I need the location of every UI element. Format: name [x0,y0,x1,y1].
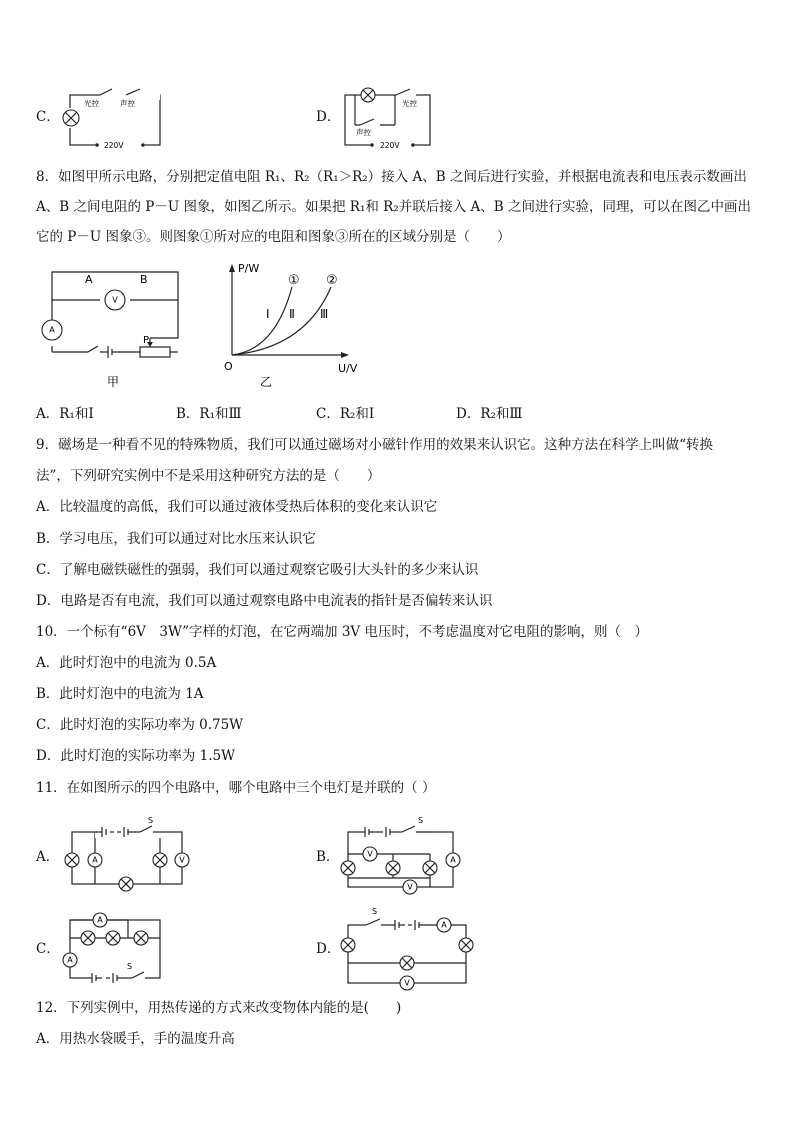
q11a-ammeter-label: A [92,855,98,865]
q7c-sound-label: 声控 [120,99,135,108]
q8-y-axis-label: P/W [238,262,260,275]
q9-line-1: 9．磁场是一种看不见的特殊物质，我们可以通过磁场对小磁针作用的效果来认识它。这种方法在科学上叫做“转换 [36,437,713,453]
q11c-ammeter-left-label: A [67,955,73,965]
q11b-switch-label: S [418,816,424,825]
q9-option-d[interactable]: D．电路是否有电流，我们可以通过观察电路中电流表的指针是否偏转来认识 [36,593,493,609]
q12-option-a[interactable]: A．用热水袋暖手，手的温度升高 [36,1031,235,1047]
q9-option-a[interactable]: A．比较温度的高低，我们可以通过液体受热后体积的变化来认识它 [36,499,438,515]
q11-option-b-letter[interactable]: B． [316,849,340,865]
q8-point-a-label: A [85,273,93,286]
q8-option-c[interactable]: C．R₂和Ⅰ [316,406,375,422]
q11a-voltmeter-label: V [179,855,185,865]
q8-ammeter-label: A [49,325,55,335]
q8-option-d[interactable]: D．R₂和Ⅲ [456,406,523,422]
q9-option-b[interactable]: B．学习电压，我们可以通过对比水压来认识它 [36,531,316,547]
q11c-switch-label: S [127,962,133,971]
q8-line-2: A、B 之间电阻的 P－U 图象，如图乙所示。如果把 R₁和 R₂并联后接入 A、B 之间进行实验，同理，可以在图乙中画出 [36,199,751,215]
q7d-light-label: 光控 [402,99,417,108]
q10-stem: 10．一个标有“6V 3W”字样的灯泡，在它两端加 3V 电压时，不考虑温度对它电阻的影响，则（ ） [36,624,648,640]
q11c-ammeter-top-label: A [97,915,103,925]
q11a-switch-label: S [148,816,154,825]
q7c-voltage-label: 220V [104,141,124,150]
q9-line-2: 法”，下列研究实例中不是采用这种研究方法的是（ ） [36,468,381,484]
q8-line-1: 8．如图甲所示电路，分别把定值电阻 R₁、R₂（R₁＞R₂）接入 A、B 之间后进行实验，并根据电流表和电压表示数画出 [36,169,747,185]
q11d-ammeter-label: A [441,920,447,930]
q8-origin-label: O [224,360,233,373]
q10-option-d[interactable]: D．此时灯泡的实际功率为 1.5W [36,748,235,764]
q7d-voltage-label: 220V [380,141,400,150]
q8-option-a[interactable]: A．R₁和Ⅰ [36,406,94,422]
q8-region-2-label: Ⅱ [289,307,295,321]
q11b-voltmeter-top-label: V [367,849,373,859]
q7-option-c-letter[interactable]: C． [36,109,60,125]
q11d-voltmeter-label: V [404,978,410,988]
q10-option-c[interactable]: C．此时灯泡的实际功率为 0.75W [36,717,244,733]
q11-option-c-letter[interactable]: C． [36,941,60,957]
q11-stem: 11．在如图所示的四个电路中，哪个电路中三个电灯是并联的（ ） [36,780,436,796]
q7c-light-label: 光控 [84,99,99,108]
q8-line-3: 它的 P－U 图象③。则图象①所对应的电阻和图象③所在的区域分别是（ ） [36,229,511,245]
q8-region-3-label: Ⅲ [320,307,329,321]
q11b-voltmeter-bottom-label: V [407,882,413,892]
q12-stem: 12．下列实例中，用热传递的方式来改变物体内能的是( ) [36,1000,402,1016]
q11d-switch-label: S [372,907,378,916]
q8-voltmeter-label: V [112,295,118,305]
q8-curve-1-label: ① [288,273,300,288]
q10-option-b[interactable]: B．此时灯泡中的电流为 1A [36,686,204,702]
q8-region-1-label: Ⅰ [266,307,270,321]
q9-option-c[interactable]: C．了解电磁铁磁性的强弱，我们可以通过观察它吸引大头针的多少来认识 [36,562,479,578]
q8-option-b[interactable]: B．R₁和Ⅲ [176,406,242,422]
q11-option-a-letter[interactable]: A． [36,849,60,865]
q8-point-b-label: B [140,273,148,286]
q8-curve-2-label: ② [326,273,338,288]
q8-caption-jia: 甲 [107,375,120,389]
q8-x-axis-label: U/V [338,362,358,375]
q7-option-d-letter[interactable]: D． [316,109,341,125]
q11b-ammeter-label: A [450,855,456,865]
q11-option-d-letter[interactable]: D． [316,941,341,957]
q10-option-a[interactable]: A．此时灯泡中的电流为 0.5A [36,655,217,671]
q8-slider-label: P [143,335,150,346]
q8-caption-yi: 乙 [260,375,273,389]
q7d-sound-label: 声控 [356,128,371,137]
